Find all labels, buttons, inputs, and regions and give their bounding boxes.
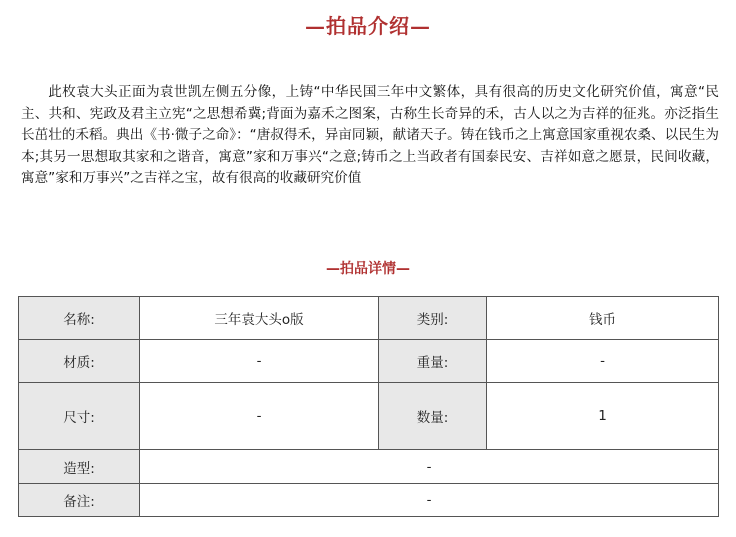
category-label: 类别:	[379, 297, 487, 340]
table-row	[19, 297, 719, 340]
category-value: 钱币	[487, 297, 719, 340]
details-table	[18, 296, 719, 517]
material-value: -	[140, 340, 379, 383]
weight-label: 重量:	[379, 340, 487, 383]
weight-value: -	[487, 340, 719, 383]
shape-value: -	[140, 450, 719, 484]
table-row	[19, 383, 719, 450]
material-label: 材质:	[19, 340, 140, 383]
details-title: —拍品详情—	[326, 261, 410, 277]
quantity-value: 1	[487, 383, 719, 450]
name-value: 三年袁大头o版	[140, 297, 379, 340]
table-row	[19, 484, 719, 517]
intro-text: 此枚袁大头正面为袁世凯左侧五分像，上铸“中华民国三年中文繁体，具有很高的历史文化研究价值，寓意“民主、共和、宪政及君主立宪“之思想希冀;背面为嘉禾之图案，古称生长奇异的禾，古人以之为吉祥的征兆。亦泛指生长茁壮的禾稻。典出《书·微子之命》：“唐叔得禾，异亩同颖，献诸天子。铸在钱币之上寓意国家重视农桑、以民生为本;其另一思想取其家和之谐音，寓意”家和万事兴“之意;铸币之上当政者有国泰民安、吉祥如意之愿景，民间收藏，寓意”家和万事兴”之吉祥之宝，故有很高的收藏研究价值	[21, 84, 719, 187]
size-label: 尺寸:	[19, 383, 140, 450]
remark-label: 备注:	[19, 484, 140, 517]
table-row	[19, 450, 719, 484]
quantity-label: 数量:	[379, 383, 487, 450]
table-row	[19, 340, 719, 383]
intro-title: —拍品介绍—	[305, 14, 431, 38]
name-label: 名称:	[19, 297, 140, 340]
remark-value: -	[140, 484, 719, 517]
size-value: -	[140, 383, 379, 450]
shape-label: 造型:	[19, 450, 140, 484]
